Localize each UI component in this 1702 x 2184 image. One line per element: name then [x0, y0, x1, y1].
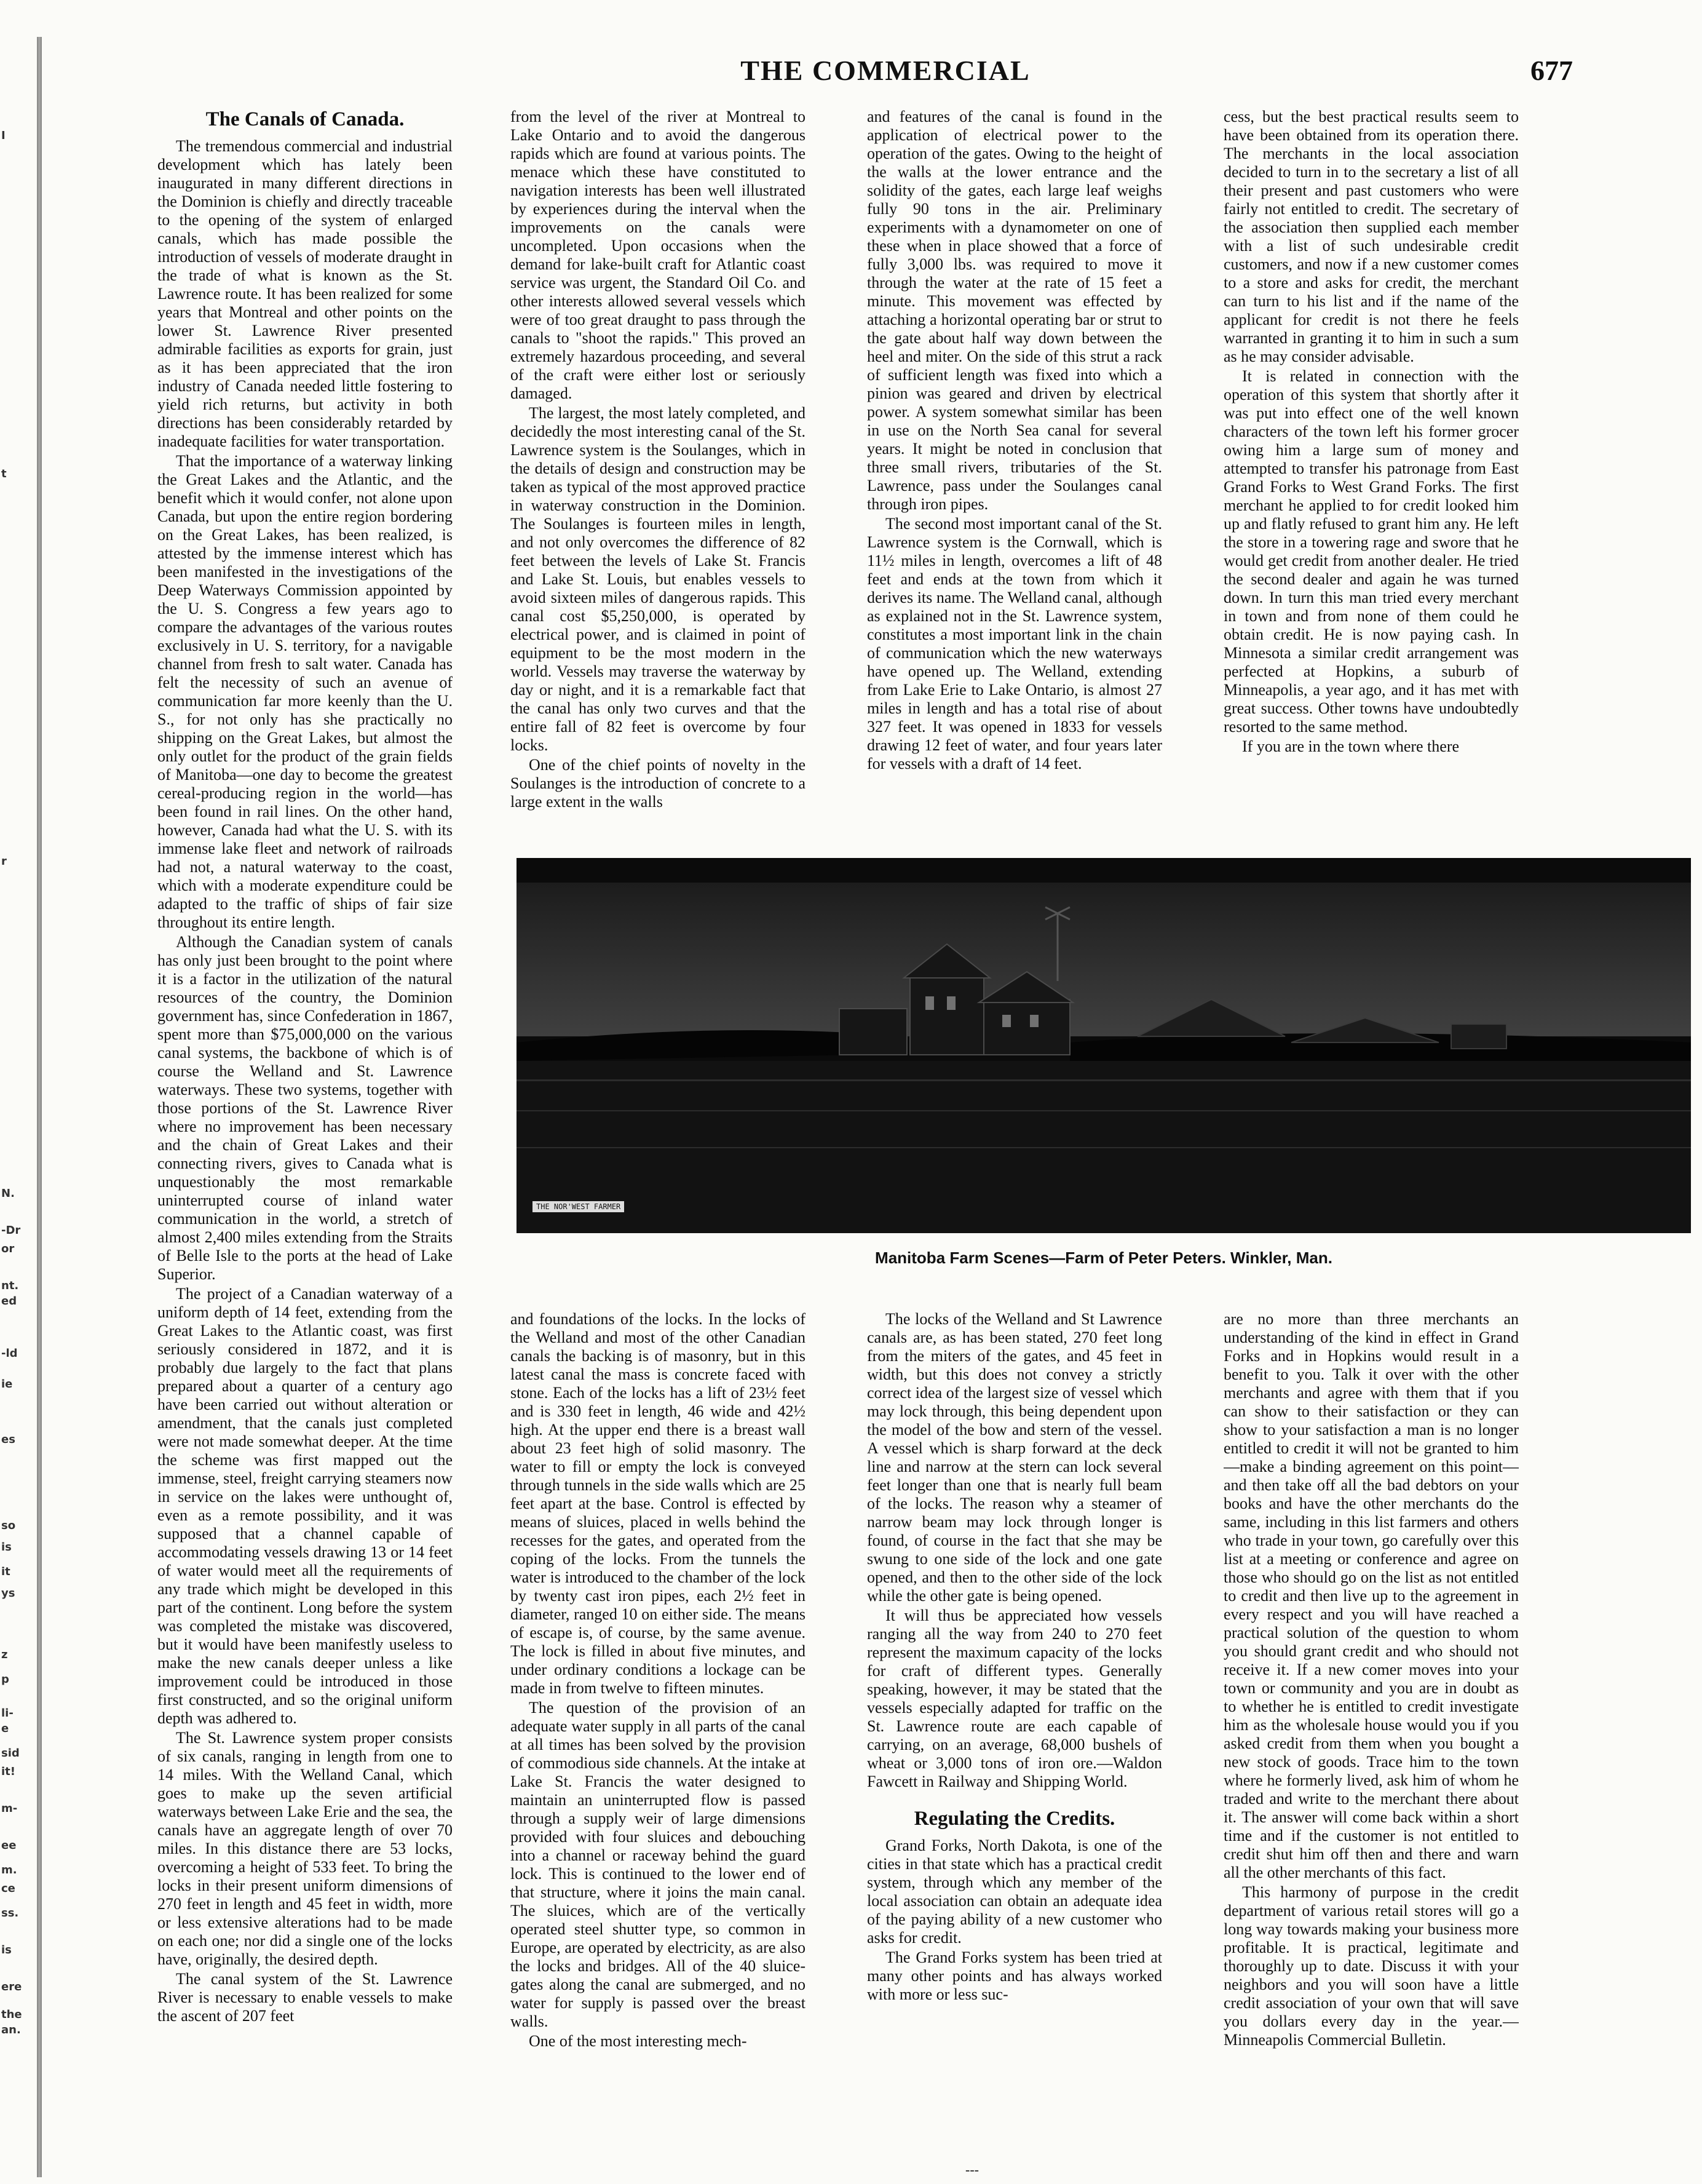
paragraph: Although the Canadian system of canals has only just been brought to the point where it is a factor in the utilization of the natural resources of the country, the Dominion government has, since Confederation in 1867, spent more than $75,000,000 on the various canal systems, the backbone of which is of course the Welland and St. Lawrence waterways. These two systems, together with those portions of the St. Lawrence River where no improvement has been necessary and the chain of Great Lakes and their connecting rivers, gives to Canada what is unquestionably the most remarkable uninterrupted course of inland water communication in the world, a stretch of almost 2,400 miles extending from the Straits of Belle Isle to the ports at the head of Lake Superior. — [157, 933, 453, 1283]
margin-fragment: ee — [1, 1839, 17, 1852]
margin-fragment: nt. — [1, 1279, 19, 1292]
margin-fragment: -ld — [1, 1347, 18, 1360]
margin-fragment: es — [1, 1433, 15, 1446]
margin-fragment: it — [1, 1565, 10, 1578]
margin-fragment: m- — [1, 1802, 18, 1815]
paragraph: cess, but the best practical results seem to have been obtained from its operation there. The merchants in the local association decided to turn in to the secretary a list of all their present and past customers who were fairly not entitled to credit. The secretary of the association then supplied each member with a list of such undesirable credit customers, and now if a new customer comes to a store and asks for credit, the merchant can turn to his list and if the name of the applicant for credit is not there he feels warranted in granting it to him in such a sum as he may consider advisable. — [1224, 108, 1519, 365]
margin-fragment: ce — [1, 1882, 15, 1895]
column-2-lower — [510, 1310, 805, 2177]
paragraph: The project of a Canadian waterway of a uniform depth of 14 feet, extending from the Great Lakes to the Atlantic coast, was first seriously considered in 1872, and it is probably due largely to the fact that plans prepared about a quarter of a century ago have been carried out without alteration or amendment, that the canals just completed were not made somewhat deeper. At the time the scheme was first mapped out the immense, steel, freight carrying steamers now in service on the lakes were unthought of, even as a remote possibility, and it was supposed that a channel capable of accommodating vessels drawing 13 or 14 feet of water would meet all the requirements of any trade which might be developed in this part of the continent. Long before the system was completed the mistake was discovered, but it would have been manifestly useless to make the new canals deeper unless a like improvement could be introduced in those first constructed, and so the original uniform depth was adhered to. — [157, 1285, 453, 1727]
paragraph: Grand Forks, North Dakota, is one of the cities in that state which has a practical credit system, through which any member of the local association can obtain an adequate idea of the paying ability of a new customer who asks for credit. — [867, 1837, 1162, 1947]
binding-rule — [37, 37, 42, 2177]
column-4-lower — [1224, 1310, 1519, 2177]
margin-fragment: ys — [1, 1587, 15, 1600]
margin-fragment: t — [1, 467, 7, 480]
paragraph: If you are in the town where there — [1242, 737, 1460, 755]
farm-photograph — [517, 858, 1691, 1233]
margin-fragment: N. — [1, 1187, 15, 1200]
paragraph: are no more than three merchants an understanding of the kind in effect in Grand Forks and in Hopkins would result in a benefit to you. Talk it over with the other merchants and agree with them that if you can show to their satisfaction or they can show to your satisfaction a man is no longer entitled to credit it will not be granted to him—make a binding agreement on this point—and then take off all the bad debtors on your books and have the other merchants do the same, including in this list farmers and others who trade in your town, go carefully over this list at a meeting or conference and agree on those who should go on the list as not entitled to credit and then live up to the agreement in every respect and you will have reached a practical solution of the question to whom you should grant credit and who should not receive it. If a new comer moves into your town or community and you are in doubt as to whether he is entitled to credit investigate him as the wholesale house would you if you asked credit from them when you bought a new stock of goods. Trace him to the town where he formerly lived, ask him of whom he traded and write to the merchant there about it. The answer will come back within a short time and if the customer is not entitled to credit shut him off then and there and warn all the other merchants of this fact. — [1224, 1310, 1519, 1881]
margin-fragment: li- — [1, 1707, 14, 1720]
margin-fragment: it! — [1, 1765, 15, 1778]
paragraph: One of the most interesting mech- — [529, 2032, 747, 2050]
footer-mark: --- — [965, 2162, 979, 2177]
margin-fragment: ss. — [1, 1907, 19, 1920]
margin-fragment: or — [1, 1242, 15, 1255]
paragraph: That the importance of a waterway linking the Great Lakes and the Atlantic, and the benefit which it would confer, not alone upon Canada, but upon the entire region bordering on the Great Lakes, has been realized, is attested by the immense interest which has been manifested in the investigations of the Deep Waterways Commission appointed by the U. S. Congress a few years ago to compare the advantages of the various routes exclusively in U. S. territory, for a navigable channel from fresh to salt water. Canada has felt the necessity of such an avenue of communication far more keenly than the U. S., for not only has she practically no shipping on the Great Lakes, but almost the only outlet for the product of the grain fields of Manitoba—one day to become the greatest cereal-producing region in the world—has been found in rail lines. On the other hand, however, Canada had what the U. S. with its immense lake fleet and network of railroads had not, a natural waterway to the coast, which with a moderate expenditure could be adapted to the traffic of ships of fair size throughout its entire length. — [157, 452, 453, 931]
margin-fragment: the — [1, 2008, 22, 2021]
paragraph: One of the chief points of novelty in the Soulanges is the introduction of concrete to a large extent in the walls — [510, 756, 805, 811]
photo-caption: Manitoba Farm Scenes—Farm of Peter Peters. Winkler, Man. — [875, 1249, 1332, 1267]
margin-fragment: e — [1, 1722, 9, 1735]
photo-credit: THE NOR'WEST FARMER — [532, 1201, 624, 1212]
margin-fragment: ed — [1, 1295, 17, 1308]
page-number: 677 — [1530, 55, 1573, 86]
paragraph: The St. Lawrence system proper consists of six canals, ranging in length from one to 14 miles. With the Welland Canal, which goes to make up the seven artificial waterways between Lake Erie and the sea, the canals have an aggregate length of over 70 miles. In this distance there are 53 locks, overcoming a height of 533 feet. To bring the locks in their present uniform dimensions of 270 feet in length and 45 feet in width, more or less extensive alterations had to be made on each one; nor did a single one of the locks have, originally, the desired depth. — [157, 1729, 453, 1968]
paragraph: The second most important canal of the St. Lawrence system is the Cornwall, which is 11½ miles in length, overcomes a lift of 48 feet and ends at the town from which it derives its name. The Welland canal, although as explained not in the St. Lawrence system, constitutes a most important link in the chain of communication which the new waterways have opened up. The Welland, extending from Lake Erie to Lake Ontario, is almost 27 miles in length and has a total rise of about 327 feet. It was opened in 1833 for vessels drawing 12 feet of water, and four years later for vessels with a draft of 14 feet. — [867, 515, 1162, 772]
margin-fragment: an. — [1, 2023, 21, 2036]
column-3-lower — [867, 1310, 1162, 2177]
margin-fragment: -Dr — [1, 1224, 21, 1237]
paragraph: The tremendous commercial and industrial development which has lately been inaugurated in many different directions in the Dominion is chiefly and directly traceable to the opening of the system of enlarged canals, which has made possible the introduction of vessels of moderate draught in the trade of what is known as the St. Lawrence route. It has been realized for some years that Montreal and other points on the lower St. Lawrence River presented admirable facilities as exports for grain, just as it has been appreciated that the iron industry of Canada needed little fostering to yield rich returns, but activity in both directions has been considerably retarded by inadequate facilities for water transportation. — [157, 137, 453, 450]
margin-fragment: ere — [1, 1980, 22, 1993]
paragraph: The question of the provision of an adequate water supply in all parts of the canal at all times has been solved by the provision of commodious side channels. At the intake at Lake St. Francis the water designed to maintain an uninterrupted flow is passed through a supply weir of large dimensions provided with four sluices and debouching into a channel or raceway behind the guard lock. This is continued to the lower end of that structure, where it joins the main canal. The sluices, which are of the vertically operated steel shutter type, so common in Europe, are operated by electricity, as are also the locks and bridges. All of the 40 sluice-gates along the canal are submerged, and no water for supply is passed over the breast walls. — [510, 1699, 805, 2030]
paragraph: The Grand Forks system has been tried at many other points and has always worked with more or less suc- — [867, 1948, 1162, 2003]
margin-fragment: is — [1, 1541, 12, 1554]
paragraph: This harmony of purpose in the credit department of various retail stores will go a long way towards making your business more profitable. It is practical, legitimate and thoroughly up to date. Discuss it with your neighbors and you will soon have a little credit association of your own that will save you dollars every day in the year.—Minneapolis Commercial Bulletin. — [1224, 1883, 1519, 2049]
column-2 — [510, 108, 805, 815]
column-4 — [1224, 108, 1519, 815]
paragraph: The largest, the most lately completed, and decidedly the most interesting canal of the St. Lawrence system is the Soulanges, which in the details of design and construction may be taken as typical of the most approved practice in waterway construction in the Dominion. The Soulanges is fourteen miles in length, and not only overcomes the difference of 82 feet between the levels of Lake St. Francis and Lake St. Louis, but enables vessels to avoid sixteen miles of dangerous rapids. This canal cost $5,250,000, is operated by electrical power, and is claimed in point of equipment to be the most modern in the world. Vessels may traverse the waterway by day or night, and it is a remarkable fact that the canal has only two curves and that the entire fall of 82 feet is overcome by four locks. — [510, 404, 805, 754]
column-1 — [157, 108, 453, 2180]
margin-fragment: I — [1, 129, 6, 142]
paragraph: It is related in connection with the operation of this system that shortly after it was put into effect one of the well known characters of the town left his former grocer owing him a large sum of money and attempted to transfer his patronage from East Grand Forks to West Grand Forks. The first merchant he applied to for credit looked him up and flatly refused to grant him any. He left the store in a towering rage and swore that he would get credit from another dealer. He tried the second dealer and again he was turned down. In turn this man tried every merchant in town and from none of them could he obtain credit. He is now paying cash. In Minnesota a similar credit arrangement was perfected at Hopkins, a suburb of Minneapolis, a year ago, and it has met with great success. Other towns have undoubtedly resorted to the same method. — [1224, 367, 1519, 736]
farm-scene-image — [517, 858, 1691, 1233]
paragraph: from the level of the river at Montreal to Lake Ontario and to avoid the dangerous rapids which are found at various points. The menace which these have constituted to navigation interests has been well illustrated by experiences during the interval when the improvements on the canals were uncompleted. Upon occasions when the demand for lake-built craft for Atlantic coast service was urgent, the Standard Oil Co. and other interests allowed several vessels which were of too great draught to pass through the canals to "shoot the rapids." This proved an extremely hazardous proceeding, and several of the craft were either lost or seriously damaged. — [510, 108, 805, 402]
margin-fragment: ie — [1, 1378, 13, 1391]
column-3 — [867, 108, 1162, 815]
margin-fragment: m. — [1, 1864, 17, 1876]
article-headline: The Canals of Canada. — [205, 108, 405, 130]
article-headline: Regulating the Credits. — [914, 1808, 1115, 1830]
paragraph: and features of the canal is found in the application of electrical power to the operation of the gates. Owing to the height of the walls at the lower entrance and the solidity of the gates, each large leaf weighs fully 90 tons in the air. Preliminary experiments with a dynamometer on one of these when in place showed that a force of fully 3,000 lbs. was required to move it through the water at the rate of 15 feet a minute. This movement was effected by attaching a horizontal operating bar or strut to the gate about half way down between the heel and miter. On the side of this strut a rack of sufficient length was fixed into which a pinion was geared and driven by electrical power. A system somewhat similar has been in use on the North Sea canal for several years. It might be noted in conclusion that three small rivers, tributaries of the St. Lawrence, pass under the Soulanges canal through iron pipes. — [867, 108, 1162, 513]
paragraph: The canal system of the St. Lawrence River is necessary to enable vessels to make the ascent of 207 feet — [157, 1970, 453, 2025]
margin-fragment: is — [1, 1944, 12, 1956]
margin-fragment: so — [1, 1519, 16, 1532]
margin-fragment: sid — [1, 1747, 20, 1760]
margin-fragments — [0, 0, 36, 2184]
paragraph: It will thus be appreciated how vessels ranging all the way from 240 to 270 feet represent the maximum capacity of the locks for craft of different types. Generally speaking, however, it may be stated that the vessels especially adapted for traffic on the St. Lawrence route are each capable of carrying, on an average, 68,000 bushels of wheat or 3,000 tons of iron ore.—Waldon Fawcett in Railway and Shipping World. — [867, 1606, 1162, 1790]
margin-fragment: r — [1, 855, 7, 868]
margin-fragment: z — [1, 1648, 8, 1661]
margin-fragment: p — [1, 1673, 9, 1686]
paragraph: The locks of the Welland and St Lawrence canals are, as has been stated, 270 feet long from the miters of the gates, and 45 feet in width, but this does not convey a strictly correct idea of the largest size of vessel which may lock through, this being dependent upon the model of the bow and stern of the vessel. A vessel which is sharp forward at the deck line and narrow at the stern can lock several feet longer than one that is nearly full beam of the locks. The reason why a steamer of narrow beam may lock through longer is found, of course in the fact that she may be swung to one side of the lock and one gate opened, and then to the other side of the lock while the other gate is being opened. — [867, 1310, 1162, 1605]
paragraph: and foundations of the locks. In the locks of the Welland and most of the other Canadian canals the backing is of masonry, but in this latest canal the mass is concrete faced with stone. Each of the locks has a lift of 23½ feet and is 330 feet in length, 46 wide and 42½ high. At the upper end there is a breast wall about 23 feet high of solid masonry. The water to fill or empty the lock is conveyed through tunnels in the side walls which are 25 feet apart at the base. Control is effected by means of sluices, placed in wells behind the recesses for the gates, and operated from the coping of the locks. From the tunnels the water is introduced to the chamber of the lock by twenty cast iron pipes, each 2½ feet in diameter, ranged 10 on either side. The means of escape is, of course, by the same avenue. The lock is filled in about five minutes, and under ordinary conditions a lockage can be made in from twelve to fifteen minutes. — [510, 1310, 805, 1697]
masthead: THE COMMERCIAL — [740, 55, 1031, 86]
